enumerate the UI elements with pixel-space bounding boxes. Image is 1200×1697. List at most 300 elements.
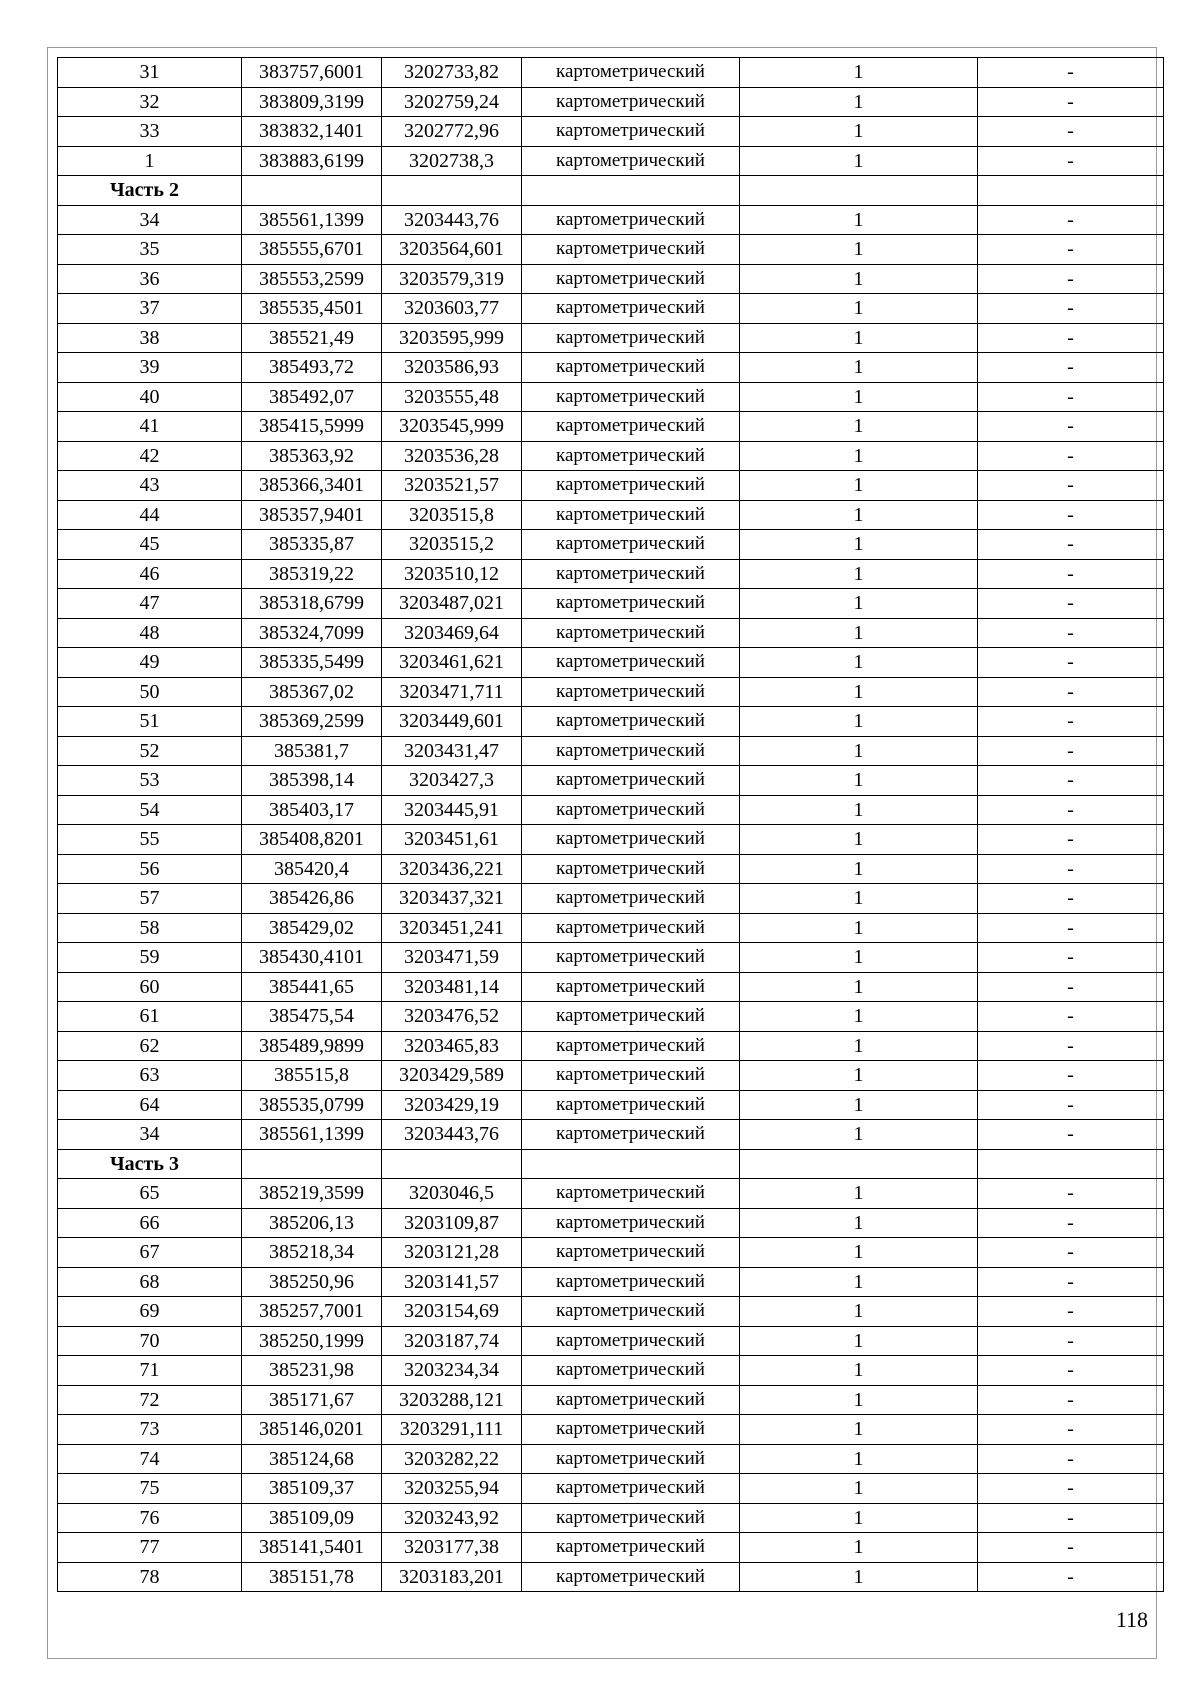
point-number-cell: 40 xyxy=(58,382,242,412)
x-coordinate-cell: 383757,6001 xyxy=(242,58,382,88)
accuracy-cell: 1 xyxy=(740,1562,978,1592)
accuracy-cell: 1 xyxy=(740,264,978,294)
y-coordinate-cell: 3203445,91 xyxy=(382,795,522,825)
point-number-cell: 55 xyxy=(58,825,242,855)
x-coordinate-cell: 385369,2599 xyxy=(242,707,382,737)
x-coordinate-cell: 385420,4 xyxy=(242,854,382,884)
method-cell: картометрический xyxy=(522,1297,740,1327)
point-number-cell: 75 xyxy=(58,1474,242,1504)
note-cell: - xyxy=(978,146,1164,176)
accuracy-cell: 1 xyxy=(740,825,978,855)
point-number-cell: 36 xyxy=(58,264,242,294)
method-cell: картометрический xyxy=(522,795,740,825)
section-row xyxy=(58,176,1164,206)
y-coordinate-cell: 3203476,52 xyxy=(382,1002,522,1032)
method-cell: картометрический xyxy=(522,972,740,1002)
y-coordinate-cell: 3203121,28 xyxy=(382,1238,522,1268)
point-number-cell: 48 xyxy=(58,618,242,648)
table-row xyxy=(58,117,1164,147)
x-coordinate-cell: 385124,68 xyxy=(242,1444,382,1474)
point-number-cell: 74 xyxy=(58,1444,242,1474)
note-cell: - xyxy=(978,1356,1164,1386)
y-coordinate-cell: 3203510,12 xyxy=(382,559,522,589)
empty-cell xyxy=(242,1149,382,1179)
y-coordinate-cell: 3203154,69 xyxy=(382,1297,522,1327)
accuracy-cell: 1 xyxy=(740,795,978,825)
y-coordinate-cell: 3203177,38 xyxy=(382,1533,522,1563)
accuracy-cell: 1 xyxy=(740,1090,978,1120)
y-coordinate-cell: 3203046,5 xyxy=(382,1179,522,1209)
method-cell: картометрический xyxy=(522,471,740,501)
method-cell: картометрический xyxy=(522,1238,740,1268)
empty-cell xyxy=(242,176,382,206)
y-coordinate-cell: 3203471,59 xyxy=(382,943,522,973)
x-coordinate-cell: 385171,67 xyxy=(242,1385,382,1415)
note-cell: - xyxy=(978,1474,1164,1504)
empty-cell xyxy=(382,1149,522,1179)
method-cell: картометрический xyxy=(522,441,740,471)
table-row xyxy=(58,412,1164,442)
note-cell: - xyxy=(978,648,1164,678)
table-row xyxy=(58,1326,1164,1356)
y-coordinate-cell: 3203461,621 xyxy=(382,648,522,678)
x-coordinate-cell: 385318,6799 xyxy=(242,589,382,619)
accuracy-cell: 1 xyxy=(740,323,978,353)
note-cell: - xyxy=(978,1090,1164,1120)
method-cell: картометрический xyxy=(522,1562,740,1592)
table-row xyxy=(58,1297,1164,1327)
accuracy-cell: 1 xyxy=(740,648,978,678)
table-row xyxy=(58,589,1164,619)
y-coordinate-cell: 3203288,121 xyxy=(382,1385,522,1415)
table-row xyxy=(58,1503,1164,1533)
method-cell: картометрический xyxy=(522,530,740,560)
point-number-cell: 50 xyxy=(58,677,242,707)
point-number-cell: 64 xyxy=(58,1090,242,1120)
note-cell: - xyxy=(978,618,1164,648)
accuracy-cell: 1 xyxy=(740,1031,978,1061)
point-number-cell: 62 xyxy=(58,1031,242,1061)
method-cell: картометрический xyxy=(522,1326,740,1356)
accuracy-cell: 1 xyxy=(740,559,978,589)
y-coordinate-cell: 3203481,14 xyxy=(382,972,522,1002)
point-number-cell: 33 xyxy=(58,117,242,147)
accuracy-cell: 1 xyxy=(740,736,978,766)
x-coordinate-cell: 385366,3401 xyxy=(242,471,382,501)
table-row xyxy=(58,1031,1164,1061)
point-number-cell: 76 xyxy=(58,1503,242,1533)
note-cell: - xyxy=(978,382,1164,412)
table-row xyxy=(58,825,1164,855)
point-number-cell: 71 xyxy=(58,1356,242,1386)
accuracy-cell: 1 xyxy=(740,353,978,383)
method-cell: картометрический xyxy=(522,87,740,117)
point-number-cell: 41 xyxy=(58,412,242,442)
x-coordinate-cell: 385141,5401 xyxy=(242,1533,382,1563)
table-row xyxy=(58,146,1164,176)
y-coordinate-cell: 3203515,8 xyxy=(382,500,522,530)
note-cell: - xyxy=(978,1503,1164,1533)
table-row xyxy=(58,205,1164,235)
x-coordinate-cell: 385324,7099 xyxy=(242,618,382,648)
x-coordinate-cell: 385250,96 xyxy=(242,1267,382,1297)
accuracy-cell: 1 xyxy=(740,1267,978,1297)
point-number-cell: 34 xyxy=(58,1120,242,1150)
method-cell: картометрический xyxy=(522,1385,740,1415)
point-number-cell: 42 xyxy=(58,441,242,471)
accuracy-cell: 1 xyxy=(740,1326,978,1356)
x-coordinate-cell: 385151,78 xyxy=(242,1562,382,1592)
empty-cell xyxy=(522,1149,740,1179)
table-row xyxy=(58,1061,1164,1091)
table-row xyxy=(58,58,1164,88)
table-row xyxy=(58,382,1164,412)
method-cell: картометрический xyxy=(522,353,740,383)
y-coordinate-cell: 3203536,28 xyxy=(382,441,522,471)
accuracy-cell: 1 xyxy=(740,913,978,943)
note-cell: - xyxy=(978,441,1164,471)
x-coordinate-cell: 385335,5499 xyxy=(242,648,382,678)
empty-cell xyxy=(978,176,1164,206)
method-cell: картометрический xyxy=(522,589,740,619)
method-cell: картометрический xyxy=(522,1179,740,1209)
y-coordinate-cell: 3203443,76 xyxy=(382,205,522,235)
accuracy-cell: 1 xyxy=(740,1179,978,1209)
accuracy-cell: 1 xyxy=(740,1415,978,1445)
method-cell: картометрический xyxy=(522,618,740,648)
x-coordinate-cell: 385408,8201 xyxy=(242,825,382,855)
y-coordinate-cell: 3203234,34 xyxy=(382,1356,522,1386)
note-cell: - xyxy=(978,205,1164,235)
point-number-cell: 78 xyxy=(58,1562,242,1592)
section-label: Часть 3 xyxy=(58,1149,242,1179)
table-row xyxy=(58,530,1164,560)
method-cell: картометрический xyxy=(522,146,740,176)
accuracy-cell: 1 xyxy=(740,1120,978,1150)
y-coordinate-cell: 3203595,999 xyxy=(382,323,522,353)
note-cell: - xyxy=(978,530,1164,560)
table-row xyxy=(58,353,1164,383)
y-coordinate-cell: 3203427,3 xyxy=(382,766,522,796)
note-cell: - xyxy=(978,1562,1164,1592)
note-cell: - xyxy=(978,884,1164,914)
y-coordinate-cell: 3203586,93 xyxy=(382,353,522,383)
x-coordinate-cell: 385109,37 xyxy=(242,1474,382,1504)
accuracy-cell: 1 xyxy=(740,382,978,412)
note-cell: - xyxy=(978,736,1164,766)
y-coordinate-cell: 3203487,021 xyxy=(382,589,522,619)
note-cell: - xyxy=(978,1061,1164,1091)
method-cell: картометрический xyxy=(522,825,740,855)
y-coordinate-cell: 3203465,83 xyxy=(382,1031,522,1061)
x-coordinate-cell: 385561,1399 xyxy=(242,1120,382,1150)
y-coordinate-cell: 3202759,24 xyxy=(382,87,522,117)
x-coordinate-cell: 385231,98 xyxy=(242,1356,382,1386)
accuracy-cell: 1 xyxy=(740,1503,978,1533)
method-cell: картометрический xyxy=(522,58,740,88)
note-cell: - xyxy=(978,707,1164,737)
empty-cell xyxy=(740,1149,978,1179)
coordinates-table-body xyxy=(58,58,1164,1592)
method-cell: картометрический xyxy=(522,766,740,796)
y-coordinate-cell: 3203469,64 xyxy=(382,618,522,648)
point-number-cell: 53 xyxy=(58,766,242,796)
x-coordinate-cell: 385367,02 xyxy=(242,677,382,707)
note-cell: - xyxy=(978,500,1164,530)
point-number-cell: 46 xyxy=(58,559,242,589)
accuracy-cell: 1 xyxy=(740,500,978,530)
table-row xyxy=(58,884,1164,914)
section-row xyxy=(58,1149,1164,1179)
accuracy-cell: 1 xyxy=(740,589,978,619)
accuracy-cell: 1 xyxy=(740,854,978,884)
accuracy-cell: 1 xyxy=(740,117,978,147)
point-number-cell: 73 xyxy=(58,1415,242,1445)
accuracy-cell: 1 xyxy=(740,1297,978,1327)
accuracy-cell: 1 xyxy=(740,1356,978,1386)
y-coordinate-cell: 3203521,57 xyxy=(382,471,522,501)
x-coordinate-cell: 385489,9899 xyxy=(242,1031,382,1061)
point-number-cell: 51 xyxy=(58,707,242,737)
point-number-cell: 70 xyxy=(58,1326,242,1356)
table-row xyxy=(58,1179,1164,1209)
x-coordinate-cell: 385398,14 xyxy=(242,766,382,796)
method-cell: картометрический xyxy=(522,1415,740,1445)
accuracy-cell: 1 xyxy=(740,235,978,265)
x-coordinate-cell: 385429,02 xyxy=(242,913,382,943)
x-coordinate-cell: 385521,49 xyxy=(242,323,382,353)
accuracy-cell: 1 xyxy=(740,1238,978,1268)
y-coordinate-cell: 3203437,321 xyxy=(382,884,522,914)
note-cell: - xyxy=(978,677,1164,707)
method-cell: картометрический xyxy=(522,1474,740,1504)
table-row xyxy=(58,913,1164,943)
x-coordinate-cell: 385535,0799 xyxy=(242,1090,382,1120)
note-cell: - xyxy=(978,1120,1164,1150)
point-number-cell: 43 xyxy=(58,471,242,501)
point-number-cell: 57 xyxy=(58,884,242,914)
method-cell: картометрический xyxy=(522,1356,740,1386)
note-cell: - xyxy=(978,559,1164,589)
accuracy-cell: 1 xyxy=(740,707,978,737)
method-cell: картометрический xyxy=(522,264,740,294)
table-row xyxy=(58,677,1164,707)
accuracy-cell: 1 xyxy=(740,1474,978,1504)
table-row xyxy=(58,559,1164,589)
note-cell: - xyxy=(978,1031,1164,1061)
note-cell: - xyxy=(978,943,1164,973)
x-coordinate-cell: 385109,09 xyxy=(242,1503,382,1533)
note-cell: - xyxy=(978,1208,1164,1238)
empty-cell xyxy=(382,176,522,206)
x-coordinate-cell: 385493,72 xyxy=(242,353,382,383)
table-row xyxy=(58,323,1164,353)
table-row xyxy=(58,972,1164,1002)
method-cell: картометрический xyxy=(522,1061,740,1091)
table-row xyxy=(58,1090,1164,1120)
point-number-cell: 44 xyxy=(58,500,242,530)
note-cell: - xyxy=(978,58,1164,88)
point-number-cell: 66 xyxy=(58,1208,242,1238)
x-coordinate-cell: 385363,92 xyxy=(242,441,382,471)
y-coordinate-cell: 3203564,601 xyxy=(382,235,522,265)
method-cell: картометрический xyxy=(522,1208,740,1238)
table-row xyxy=(58,736,1164,766)
method-cell: картометрический xyxy=(522,648,740,678)
method-cell: картометрический xyxy=(522,117,740,147)
accuracy-cell: 1 xyxy=(740,766,978,796)
page-number: 118 xyxy=(1115,1607,1148,1632)
accuracy-cell: 1 xyxy=(740,294,978,324)
note-cell: - xyxy=(978,1533,1164,1563)
y-coordinate-cell: 3203443,76 xyxy=(382,1120,522,1150)
x-coordinate-cell: 385475,54 xyxy=(242,1002,382,1032)
x-coordinate-cell: 385319,22 xyxy=(242,559,382,589)
method-cell: картометрический xyxy=(522,736,740,766)
accuracy-cell: 1 xyxy=(740,87,978,117)
method-cell: картометрический xyxy=(522,1267,740,1297)
table-row xyxy=(58,766,1164,796)
note-cell: - xyxy=(978,1238,1164,1268)
x-coordinate-cell: 385335,87 xyxy=(242,530,382,560)
accuracy-cell: 1 xyxy=(740,943,978,973)
point-number-cell: 1 xyxy=(58,146,242,176)
y-coordinate-cell: 3203451,241 xyxy=(382,913,522,943)
point-number-cell: 31 xyxy=(58,58,242,88)
method-cell: картометрический xyxy=(522,854,740,884)
method-cell: картометрический xyxy=(522,943,740,973)
y-coordinate-cell: 3203471,711 xyxy=(382,677,522,707)
point-number-cell: 35 xyxy=(58,235,242,265)
table-row xyxy=(58,1444,1164,1474)
note-cell: - xyxy=(978,1444,1164,1474)
y-coordinate-cell: 3203255,94 xyxy=(382,1474,522,1504)
y-coordinate-cell: 3203429,19 xyxy=(382,1090,522,1120)
point-number-cell: 39 xyxy=(58,353,242,383)
accuracy-cell: 1 xyxy=(740,1385,978,1415)
point-number-cell: 47 xyxy=(58,589,242,619)
table-row xyxy=(58,1208,1164,1238)
table-row xyxy=(58,795,1164,825)
note-cell: - xyxy=(978,972,1164,1002)
y-coordinate-cell: 3203579,319 xyxy=(382,264,522,294)
point-number-cell: 45 xyxy=(58,530,242,560)
note-cell: - xyxy=(978,323,1164,353)
accuracy-cell: 1 xyxy=(740,1208,978,1238)
x-coordinate-cell: 385218,34 xyxy=(242,1238,382,1268)
table-row xyxy=(58,618,1164,648)
note-cell: - xyxy=(978,353,1164,383)
method-cell: картометрический xyxy=(522,323,740,353)
note-cell: - xyxy=(978,412,1164,442)
table-row xyxy=(58,1238,1164,1268)
method-cell: картометрический xyxy=(522,1120,740,1150)
note-cell: - xyxy=(978,235,1164,265)
method-cell: картометрический xyxy=(522,913,740,943)
empty-cell xyxy=(522,176,740,206)
point-number-cell: 68 xyxy=(58,1267,242,1297)
method-cell: картометрический xyxy=(522,1002,740,1032)
x-coordinate-cell: 385515,8 xyxy=(242,1061,382,1091)
x-coordinate-cell: 385553,2599 xyxy=(242,264,382,294)
method-cell: картометрический xyxy=(522,1090,740,1120)
point-number-cell: 32 xyxy=(58,87,242,117)
x-coordinate-cell: 385415,5999 xyxy=(242,412,382,442)
x-coordinate-cell: 383832,1401 xyxy=(242,117,382,147)
y-coordinate-cell: 3203436,221 xyxy=(382,854,522,884)
accuracy-cell: 1 xyxy=(740,58,978,88)
x-coordinate-cell: 383809,3199 xyxy=(242,87,382,117)
note-cell: - xyxy=(978,1326,1164,1356)
y-coordinate-cell: 3203429,589 xyxy=(382,1061,522,1091)
x-coordinate-cell: 385430,4101 xyxy=(242,943,382,973)
x-coordinate-cell: 385441,65 xyxy=(242,972,382,1002)
point-number-cell: 58 xyxy=(58,913,242,943)
method-cell: картометрический xyxy=(522,1444,740,1474)
y-coordinate-cell: 3203282,22 xyxy=(382,1444,522,1474)
point-number-cell: 54 xyxy=(58,795,242,825)
x-coordinate-cell: 385535,4501 xyxy=(242,294,382,324)
x-coordinate-cell: 383883,6199 xyxy=(242,146,382,176)
note-cell: - xyxy=(978,913,1164,943)
table-row xyxy=(58,943,1164,973)
y-coordinate-cell: 3203545,999 xyxy=(382,412,522,442)
note-cell: - xyxy=(978,87,1164,117)
note-cell: - xyxy=(978,766,1164,796)
note-cell: - xyxy=(978,1179,1164,1209)
note-cell: - xyxy=(978,294,1164,324)
method-cell: картометрический xyxy=(522,412,740,442)
note-cell: - xyxy=(978,589,1164,619)
note-cell: - xyxy=(978,1297,1164,1327)
x-coordinate-cell: 385561,1399 xyxy=(242,205,382,235)
y-coordinate-cell: 3202733,82 xyxy=(382,58,522,88)
point-number-cell: 52 xyxy=(58,736,242,766)
point-number-cell: 34 xyxy=(58,205,242,235)
x-coordinate-cell: 385492,07 xyxy=(242,382,382,412)
note-cell: - xyxy=(978,1267,1164,1297)
point-number-cell: 61 xyxy=(58,1002,242,1032)
y-coordinate-cell: 3203243,92 xyxy=(382,1503,522,1533)
table-row xyxy=(58,500,1164,530)
method-cell: картометрический xyxy=(522,235,740,265)
point-number-cell: 60 xyxy=(58,972,242,1002)
note-cell: - xyxy=(978,1002,1164,1032)
table-row xyxy=(58,1385,1164,1415)
accuracy-cell: 1 xyxy=(740,1002,978,1032)
table-row xyxy=(58,441,1164,471)
y-coordinate-cell: 3203291,111 xyxy=(382,1415,522,1445)
accuracy-cell: 1 xyxy=(740,471,978,501)
coordinates-table xyxy=(57,57,1164,1592)
point-number-cell: 37 xyxy=(58,294,242,324)
method-cell: картометрический xyxy=(522,1533,740,1563)
empty-cell xyxy=(740,176,978,206)
x-coordinate-cell: 385426,86 xyxy=(242,884,382,914)
point-number-cell: 72 xyxy=(58,1385,242,1415)
table-row xyxy=(58,294,1164,324)
note-cell: - xyxy=(978,471,1164,501)
accuracy-cell: 1 xyxy=(740,441,978,471)
note-cell: - xyxy=(978,1415,1164,1445)
method-cell: картометрический xyxy=(522,884,740,914)
accuracy-cell: 1 xyxy=(740,146,978,176)
y-coordinate-cell: 3202772,96 xyxy=(382,117,522,147)
x-coordinate-cell: 385206,13 xyxy=(242,1208,382,1238)
table-row xyxy=(58,1562,1164,1592)
table-row xyxy=(58,1474,1164,1504)
point-number-cell: 65 xyxy=(58,1179,242,1209)
